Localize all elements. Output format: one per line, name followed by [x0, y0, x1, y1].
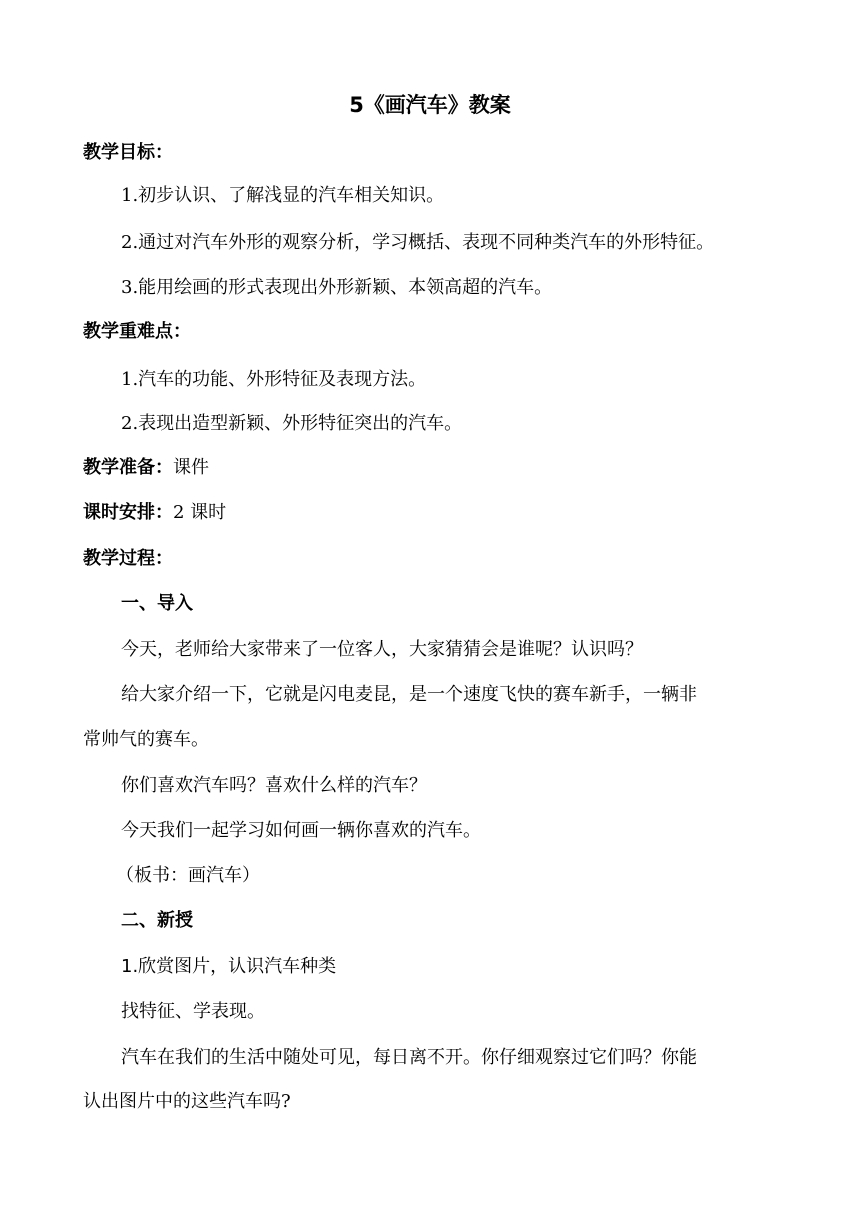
paragraph-line: 给大家介绍一下，它就是闪电麦昆，是一个速度飞快的赛车新手，一辆非 — [121, 684, 697, 705]
document-title: 5《画汽车》教案 — [349, 93, 511, 117]
prep-line — [83, 456, 209, 480]
section2-heading: 二、新授 — [121, 910, 193, 931]
schedule-label: 课时安排： — [83, 502, 173, 523]
schedule-line — [83, 501, 226, 525]
prep-value: 课件 — [173, 457, 209, 478]
key-point-item: 2.表现出造型新颖、外形特征突出的汽车。 — [121, 413, 463, 434]
goal-item: 2.通过对汽车外形的观察分析，学习概括、表现不同种类汽车的外形特征。 — [121, 232, 715, 253]
goal-item: 3.能用绘画的形式表现出外形新颖、本领高超的汽车。 — [121, 277, 553, 298]
paragraph-line: 常帅气的赛车。 — [83, 729, 209, 750]
prep-label: 教学准备： — [83, 457, 173, 478]
schedule-value: 2 课时 — [173, 502, 227, 523]
paragraph-line: 汽车在我们的生活中随处可见，每日离不开。你仔细观察过它们吗？你能 — [121, 1047, 697, 1068]
key-points-heading: 教学重难点： — [83, 321, 191, 342]
paragraph-line: 今天我们一起学习如何画一辆你喜欢的汽车。 — [121, 820, 481, 841]
section1-heading: 一、导入 — [121, 593, 193, 614]
goal-item: 1.初步认识、了解浅显的汽车相关知识。 — [121, 185, 445, 206]
paragraph-line: 今天，老师给大家带来了一位客人，大家猜猜会是谁呢？认识吗？ — [121, 639, 643, 660]
paragraph-line: 认出图片中的这些汽车吗? — [83, 1091, 291, 1112]
paragraph-line: 找特征、学表现。 — [121, 1001, 265, 1022]
goals-heading: 教学目标： — [83, 142, 173, 163]
paragraph-line: 你们喜欢汽车吗？喜欢什么样的汽车？ — [121, 775, 427, 796]
paragraph-line: （板书：画汽车） — [116, 865, 260, 886]
paragraph-line: 1.欣赏图片，认识汽车种类 — [121, 956, 337, 977]
key-point-item: 1.汽车的功能、外形特征及表现方法。 — [121, 369, 427, 390]
process-heading: 教学过程： — [83, 548, 173, 569]
